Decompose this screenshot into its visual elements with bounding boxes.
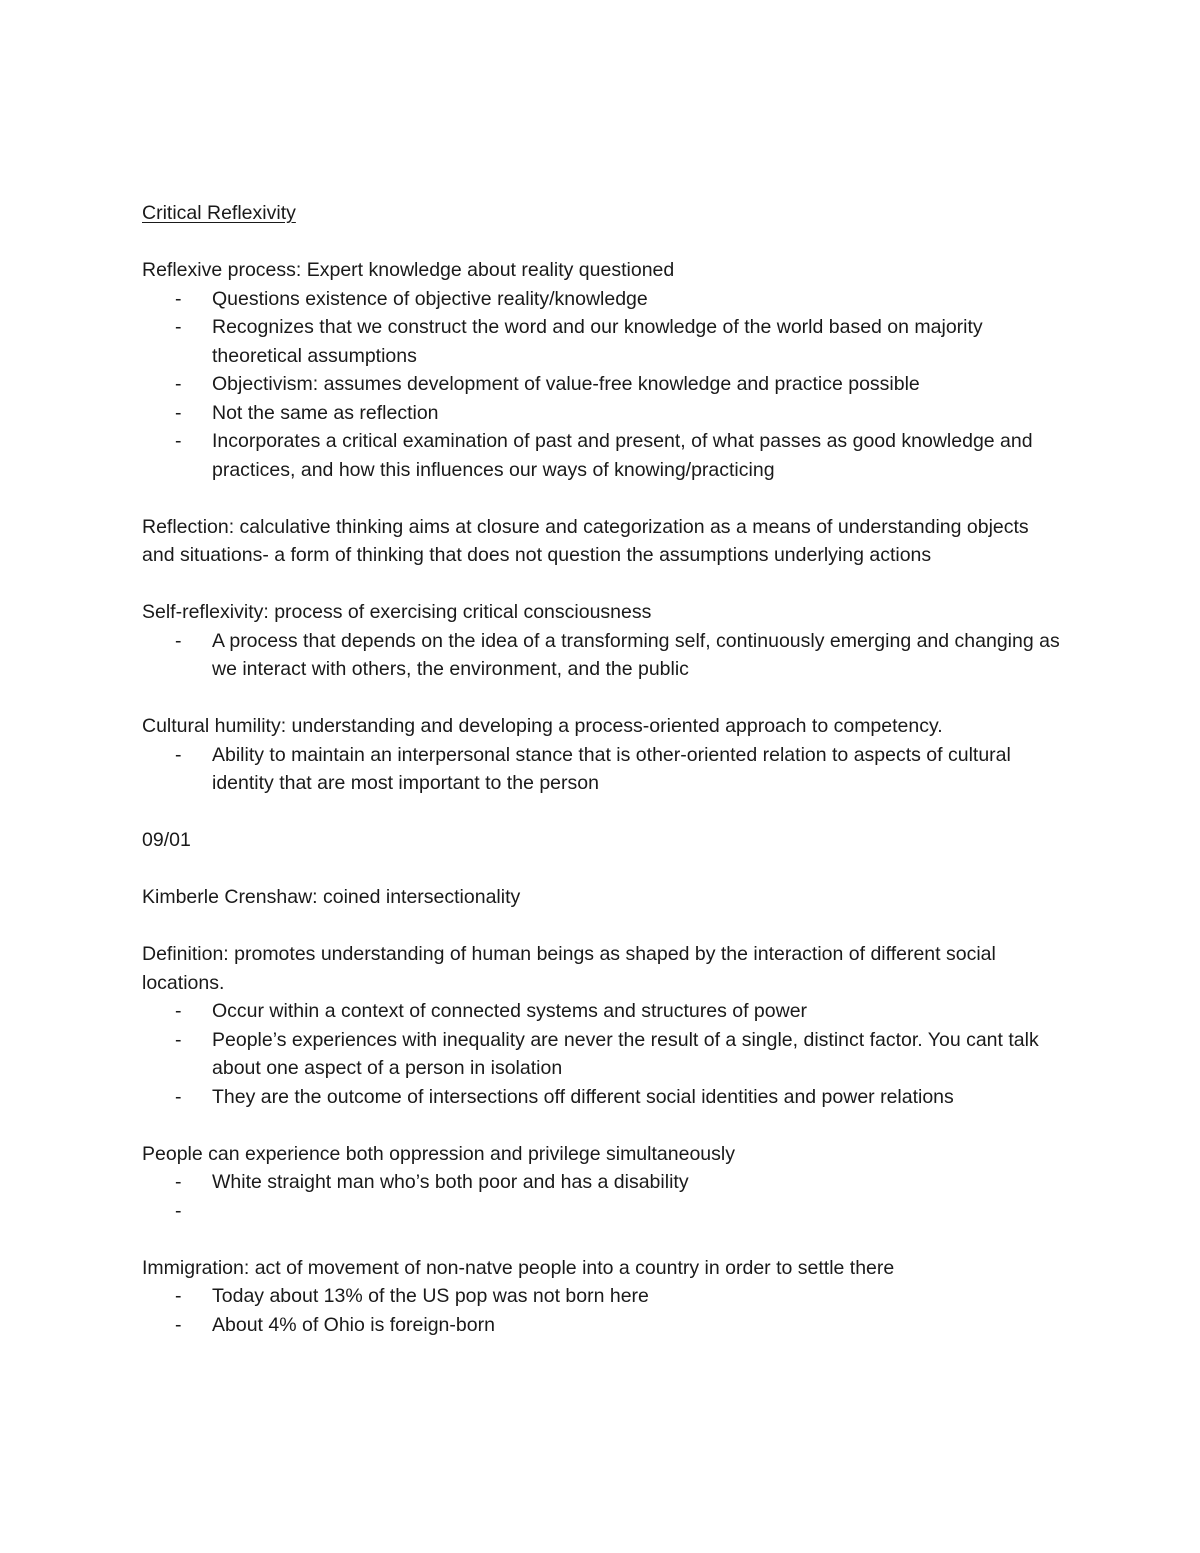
dash-bullet-icon: - [175,743,182,766]
list-item-text: About 4% of Ohio is foreign-born [212,1313,495,1336]
list-item-text: Ability to maintain an interpersonal stance that is other-oriented relation to aspects of cultural identity that are most important to the person [212,743,1011,794]
note-heading: Reflection: calculative thinking aims at closure and categorization as a means of understanding objects and situations- a form of thinking that does not question the assumptions underlying actions [142,515,1029,566]
dash-bullet-icon: - [175,1199,182,1222]
dash-bullet-icon: - [175,287,182,310]
dash-bullet-icon: - [175,401,182,424]
list-item [142,313,1062,370]
dash-bullet-icon: - [175,1085,182,1108]
list-item-text: They are the outcome of intersections off different social identities and power relations [212,1085,954,1108]
list-item-text: People’s experiences with inequality are never the result of a single, distinct factor. You cant talk about one aspect of a person in isolation [212,1028,1039,1079]
dash-bullet-icon: - [175,1285,182,1307]
list-item-text: White straight man who’s both poor and has a disability [212,1171,689,1193]
list-item-text: Recognizes that we construct the word and our knowledge of the world based on majority theoretical assumptions [212,316,983,367]
list-item-text: Occur within a context of connected systems and structures of power [212,1000,808,1022]
notes-section-group-1 [142,256,1062,798]
note-block [142,712,1062,798]
list-item-text: Incorporates a critical examination of past and present, of what passes as good knowledge and practices, and how this influences our ways of knowing/practicing [212,430,1033,481]
spacer [142,912,1062,941]
list-item-text: Objectivism: assumes development of value-free knowledge and practice possible [212,373,920,395]
spacer [142,684,1062,713]
dash-bullet-icon: - [175,1028,182,1051]
notes-section-group-2 [142,883,1062,1339]
spacer [142,1225,1062,1254]
note-block [142,883,1062,912]
note-heading: Cultural humility: understanding and developing a process-oriented approach to competency. [142,715,943,737]
list-item [142,1168,1062,1197]
list-item [142,427,1062,484]
list-item [142,1083,1062,1112]
bullet-list [142,285,1062,485]
list-item [142,1311,1062,1340]
dash-bullet-icon: - [175,629,182,652]
list-item-text: A process that depends on the idea of a transforming self, continuously emerging and changing as we interact with others, the environment, and the public [212,629,1060,680]
bullet-list [142,1282,1062,1339]
dash-bullet-icon: - [175,1000,182,1022]
dash-bullet-icon: - [175,1171,182,1193]
list-item [142,285,1062,314]
dash-bullet-icon: - [175,1313,182,1336]
spacer [142,570,1062,599]
spacer [142,228,1062,257]
list-item [142,627,1062,684]
note-heading: Immigration: act of movement of non-natve people into a country in order to settle there [142,1256,895,1279]
list-item [142,1282,1062,1311]
list-item-text: Today about 13% of the US pop was not born here [212,1285,649,1307]
dash-bullet-icon: - [175,316,182,338]
bullet-list [142,997,1062,1111]
spacer [142,855,1062,884]
document-title: Critical Reflexivity [142,202,296,224]
list-item-text: Not the same as reflection [212,401,439,424]
note-block [142,940,1062,1111]
list-item [142,1026,1062,1083]
note-block [142,513,1062,570]
note-heading: People can experience both oppression and privilege simultaneously [142,1142,735,1165]
list-item [142,370,1062,399]
list-item [142,1197,1062,1226]
spacer [142,1111,1062,1140]
list-item-text: Questions existence of objective reality/knowledge [212,287,648,310]
dash-bullet-icon: - [175,373,182,395]
note-heading: Self-reflexivity: process of exercising critical consciousness [142,601,652,623]
spacer [142,484,1062,513]
dash-bullet-icon: - [175,430,182,452]
list-item [142,997,1062,1026]
document-page [142,199,1062,1339]
note-block [142,1254,1062,1340]
note-heading: Definition: promotes understanding of human beings as shaped by the interaction of different social locations. [142,943,996,994]
note-heading: Kimberle Crenshaw: coined intersectionality [142,886,521,908]
note-block [142,598,1062,684]
note-block [142,256,1062,484]
note-block [142,1140,1062,1226]
note-heading: Reflexive process: Expert knowledge about reality questioned [142,259,675,281]
bullet-list [142,1168,1062,1225]
spacer [142,798,1062,827]
bullet-list [142,627,1062,684]
list-item [142,741,1062,798]
list-item [142,399,1062,428]
bullet-list [142,741,1062,798]
date-heading: 09/01 [142,829,191,851]
